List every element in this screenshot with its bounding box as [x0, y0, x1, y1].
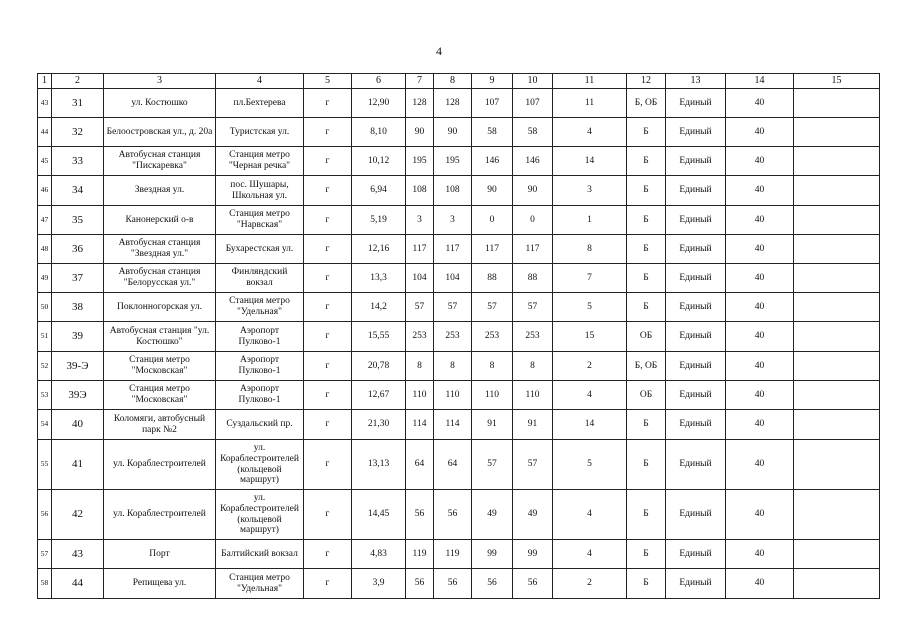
col14-cell: 40 — [726, 381, 794, 410]
route-length-cell: 10,12 — [352, 147, 406, 176]
col11-cell: 3 — [553, 176, 627, 206]
col7-cell: 117 — [406, 235, 434, 264]
route-number-cell: 34 — [52, 176, 104, 206]
col9-cell: 57 — [472, 440, 513, 490]
tariff-cell: Единый — [666, 540, 726, 569]
col10-cell: 117 — [513, 235, 553, 264]
route-type-cell: г — [304, 490, 352, 540]
col9-cell: 99 — [472, 540, 513, 569]
route-number-cell: 44 — [52, 569, 104, 599]
col8-cell: 117 — [434, 235, 472, 264]
col9-cell: 56 — [472, 569, 513, 599]
col14-cell: 40 — [726, 118, 794, 147]
col11-cell: 7 — [553, 264, 627, 293]
route-length-cell: 13,3 — [352, 264, 406, 293]
route-length-cell: 12,67 — [352, 381, 406, 410]
table-row — [38, 410, 880, 440]
table-row — [38, 235, 880, 264]
route-length-cell: 15,55 — [352, 322, 406, 352]
col9-cell: 49 — [472, 490, 513, 540]
header-cell: 3 — [104, 74, 216, 89]
col9-cell: 0 — [472, 206, 513, 235]
tariff-cell: Единый — [666, 569, 726, 599]
tariff-cell: Единый — [666, 118, 726, 147]
header-cell: 8 — [434, 74, 472, 89]
vehicle-class-cell: ОБ — [627, 322, 666, 352]
col11-cell: 2 — [553, 352, 627, 381]
col7-cell: 108 — [406, 176, 434, 206]
header-cell: 1 — [38, 74, 52, 89]
start-point-cell: Коломяги, автобусный парк №2 — [104, 410, 216, 440]
col10-cell: 88 — [513, 264, 553, 293]
route-length-cell: 21,30 — [352, 410, 406, 440]
col9-cell: 8 — [472, 352, 513, 381]
col15-cell — [794, 118, 880, 147]
col9-cell: 88 — [472, 264, 513, 293]
col8-cell: 104 — [434, 264, 472, 293]
route-length-cell: 13,13 — [352, 440, 406, 490]
col10-cell: 107 — [513, 89, 553, 118]
col11-cell: 2 — [553, 569, 627, 599]
col15-cell — [794, 89, 880, 118]
vehicle-class-cell: Б — [627, 293, 666, 322]
table-row — [38, 381, 880, 410]
col15-cell — [794, 147, 880, 176]
row-number-cell: 48 — [38, 235, 52, 264]
route-type-cell: г — [304, 540, 352, 569]
col11-cell: 15 — [553, 322, 627, 352]
col7-cell: 90 — [406, 118, 434, 147]
col14-cell: 40 — [726, 410, 794, 440]
col7-cell: 195 — [406, 147, 434, 176]
header-cell: 13 — [666, 74, 726, 89]
start-point-cell: Станция метро "Московская" — [104, 381, 216, 410]
route-number-cell: 31 — [52, 89, 104, 118]
col7-cell: 3 — [406, 206, 434, 235]
header-cell: 11 — [553, 74, 627, 89]
tariff-cell: Единый — [666, 293, 726, 322]
col8-cell: 56 — [434, 569, 472, 599]
table-row — [38, 206, 880, 235]
start-point-cell: Поклонногорская ул. — [104, 293, 216, 322]
col9-cell: 253 — [472, 322, 513, 352]
col15-cell — [794, 206, 880, 235]
row-number-cell: 45 — [38, 147, 52, 176]
vehicle-class-cell: ОБ — [627, 381, 666, 410]
table-row — [38, 176, 880, 206]
col9-cell: 91 — [472, 410, 513, 440]
tariff-cell: Единый — [666, 89, 726, 118]
end-point-cell: Станция метро "Нарвская" — [216, 206, 304, 235]
col10-cell: 99 — [513, 540, 553, 569]
col15-cell — [794, 490, 880, 540]
route-length-cell: 14,2 — [352, 293, 406, 322]
row-number-cell: 53 — [38, 381, 52, 410]
route-length-cell: 8,10 — [352, 118, 406, 147]
row-number-cell: 44 — [38, 118, 52, 147]
route-number-cell: 43 — [52, 540, 104, 569]
start-point-cell: Звездная ул. — [104, 176, 216, 206]
col8-cell: 128 — [434, 89, 472, 118]
route-length-cell: 12,16 — [352, 235, 406, 264]
tariff-cell: Единый — [666, 490, 726, 540]
col11-cell: 5 — [553, 293, 627, 322]
col14-cell: 40 — [726, 206, 794, 235]
col10-cell: 57 — [513, 293, 553, 322]
vehicle-class-cell: Б — [627, 440, 666, 490]
col8-cell: 90 — [434, 118, 472, 147]
end-point-cell: пос. Шушары, Школьная ул. — [216, 176, 304, 206]
col9-cell: 110 — [472, 381, 513, 410]
col14-cell: 40 — [726, 293, 794, 322]
vehicle-class-cell: Б — [627, 569, 666, 599]
col15-cell — [794, 293, 880, 322]
col11-cell: 14 — [553, 410, 627, 440]
end-point-cell: Станция метро "Удельная" — [216, 569, 304, 599]
col14-cell: 40 — [726, 540, 794, 569]
tariff-cell: Единый — [666, 381, 726, 410]
end-point-cell: Аэропорт Пулково-1 — [216, 322, 304, 352]
col8-cell: 8 — [434, 352, 472, 381]
vehicle-class-cell: Б — [627, 176, 666, 206]
col10-cell: 49 — [513, 490, 553, 540]
col11-cell: 4 — [553, 490, 627, 540]
vehicle-class-cell: Б — [627, 147, 666, 176]
col9-cell: 146 — [472, 147, 513, 176]
vehicle-class-cell: Б — [627, 490, 666, 540]
end-point-cell: Суздальский пр. — [216, 410, 304, 440]
start-point-cell: Порт — [104, 540, 216, 569]
header-cell: 12 — [627, 74, 666, 89]
row-number-cell: 49 — [38, 264, 52, 293]
start-point-cell: Репищева ул. — [104, 569, 216, 599]
table-row — [38, 264, 880, 293]
header-cell: 15 — [794, 74, 880, 89]
col14-cell: 40 — [726, 235, 794, 264]
row-number-cell: 46 — [38, 176, 52, 206]
col8-cell: 114 — [434, 410, 472, 440]
col10-cell: 56 — [513, 569, 553, 599]
header-cell: 7 — [406, 74, 434, 89]
col11-cell: 4 — [553, 540, 627, 569]
table-row — [38, 322, 880, 352]
col14-cell: 40 — [726, 89, 794, 118]
col11-cell: 1 — [553, 206, 627, 235]
start-point-cell: Автобусная станция "Пискаревка" — [104, 147, 216, 176]
col11-cell: 4 — [553, 118, 627, 147]
col15-cell — [794, 540, 880, 569]
tariff-cell: Единый — [666, 440, 726, 490]
table-row — [38, 440, 880, 490]
header-cell: 2 — [52, 74, 104, 89]
route-type-cell: г — [304, 118, 352, 147]
table-row — [38, 293, 880, 322]
route-length-cell: 3,9 — [352, 569, 406, 599]
col8-cell: 110 — [434, 381, 472, 410]
route-type-cell: г — [304, 293, 352, 322]
col8-cell: 108 — [434, 176, 472, 206]
col11-cell: 8 — [553, 235, 627, 264]
route-type-cell: г — [304, 206, 352, 235]
col14-cell: 40 — [726, 569, 794, 599]
page-number: 4 — [436, 44, 442, 58]
route-type-cell: г — [304, 235, 352, 264]
header-row — [38, 74, 880, 89]
start-point-cell: ул. Кораблестроителей — [104, 440, 216, 490]
col7-cell: 104 — [406, 264, 434, 293]
route-type-cell: г — [304, 147, 352, 176]
col9-cell: 90 — [472, 176, 513, 206]
vehicle-class-cell: Б — [627, 206, 666, 235]
col11-cell: 4 — [553, 381, 627, 410]
row-number-cell: 54 — [38, 410, 52, 440]
col8-cell: 253 — [434, 322, 472, 352]
route-number-cell: 33 — [52, 147, 104, 176]
col14-cell: 40 — [726, 322, 794, 352]
end-point-cell: Станция метро "Удельная" — [216, 293, 304, 322]
tariff-cell: Единый — [666, 322, 726, 352]
row-number-cell: 47 — [38, 206, 52, 235]
vehicle-class-cell: Б — [627, 264, 666, 293]
table-row — [38, 89, 880, 118]
end-point-cell: Финляндский вокзал — [216, 264, 304, 293]
table-row — [38, 540, 880, 569]
col8-cell: 119 — [434, 540, 472, 569]
header-cell: 9 — [472, 74, 513, 89]
route-number-cell: 39 — [52, 322, 104, 352]
end-point-cell: Аэропорт Пулково-1 — [216, 352, 304, 381]
row-number-cell: 43 — [38, 89, 52, 118]
col10-cell: 91 — [513, 410, 553, 440]
end-point-cell: Станция метро "Черная речка" — [216, 147, 304, 176]
vehicle-class-cell: Б — [627, 540, 666, 569]
table-row — [38, 147, 880, 176]
col7-cell: 56 — [406, 569, 434, 599]
col10-cell: 0 — [513, 206, 553, 235]
col7-cell: 128 — [406, 89, 434, 118]
col8-cell: 64 — [434, 440, 472, 490]
col15-cell — [794, 381, 880, 410]
col10-cell: 90 — [513, 176, 553, 206]
route-length-cell: 12,90 — [352, 89, 406, 118]
vehicle-class-cell: Б — [627, 235, 666, 264]
col10-cell: 146 — [513, 147, 553, 176]
col15-cell — [794, 569, 880, 599]
routes-table — [37, 73, 880, 599]
table-row — [38, 352, 880, 381]
row-number-cell: 58 — [38, 569, 52, 599]
col11-cell: 5 — [553, 440, 627, 490]
col15-cell — [794, 440, 880, 490]
route-type-cell: г — [304, 569, 352, 599]
col7-cell: 114 — [406, 410, 434, 440]
tariff-cell: Единый — [666, 352, 726, 381]
start-point-cell: Канонерский о-в — [104, 206, 216, 235]
row-number-cell: 57 — [38, 540, 52, 569]
end-point-cell: пл.Бехтерева — [216, 89, 304, 118]
table-row — [38, 569, 880, 599]
route-type-cell: г — [304, 352, 352, 381]
col9-cell: 58 — [472, 118, 513, 147]
end-point-cell: ул. Кораблестроителей (кольцевой маршрут) — [216, 440, 304, 490]
col7-cell: 56 — [406, 490, 434, 540]
route-number-cell: 35 — [52, 206, 104, 235]
col7-cell: 8 — [406, 352, 434, 381]
route-length-cell: 14,45 — [352, 490, 406, 540]
route-number-cell: 38 — [52, 293, 104, 322]
col7-cell: 57 — [406, 293, 434, 322]
header-cell: 4 — [216, 74, 304, 89]
header-cell: 6 — [352, 74, 406, 89]
table-body — [38, 74, 880, 599]
header-cell: 10 — [513, 74, 553, 89]
start-point-cell: ул. Костюшко — [104, 89, 216, 118]
route-number-cell: 37 — [52, 264, 104, 293]
tariff-cell: Единый — [666, 410, 726, 440]
header-cell: 14 — [726, 74, 794, 89]
col15-cell — [794, 322, 880, 352]
table-row — [38, 490, 880, 540]
route-number-cell: 41 — [52, 440, 104, 490]
end-point-cell: Туристская ул. — [216, 118, 304, 147]
col9-cell: 117 — [472, 235, 513, 264]
col11-cell: 14 — [553, 147, 627, 176]
col14-cell: 40 — [726, 490, 794, 540]
col15-cell — [794, 176, 880, 206]
route-number-cell: 39Э — [52, 381, 104, 410]
col10-cell: 253 — [513, 322, 553, 352]
row-number-cell: 52 — [38, 352, 52, 381]
route-length-cell: 20,78 — [352, 352, 406, 381]
route-type-cell: г — [304, 410, 352, 440]
start-point-cell: Автобусная станция "Звездная ул." — [104, 235, 216, 264]
start-point-cell: Белоостровская ул., д. 20а — [104, 118, 216, 147]
end-point-cell: Аэропорт Пулково-1 — [216, 381, 304, 410]
col14-cell: 40 — [726, 176, 794, 206]
col14-cell: 40 — [726, 352, 794, 381]
vehicle-class-cell: Б, ОБ — [627, 352, 666, 381]
col15-cell — [794, 235, 880, 264]
col10-cell: 58 — [513, 118, 553, 147]
col8-cell: 56 — [434, 490, 472, 540]
vehicle-class-cell: Б — [627, 118, 666, 147]
col14-cell: 40 — [726, 440, 794, 490]
route-type-cell: г — [304, 322, 352, 352]
start-point-cell: Станция метро "Московская" — [104, 352, 216, 381]
col8-cell: 195 — [434, 147, 472, 176]
col15-cell — [794, 410, 880, 440]
col15-cell — [794, 352, 880, 381]
col7-cell: 64 — [406, 440, 434, 490]
row-number-cell: 55 — [38, 440, 52, 490]
vehicle-class-cell: Б — [627, 410, 666, 440]
table-row — [38, 118, 880, 147]
col7-cell: 110 — [406, 381, 434, 410]
tariff-cell: Единый — [666, 147, 726, 176]
col14-cell: 40 — [726, 147, 794, 176]
tariff-cell: Единый — [666, 206, 726, 235]
route-type-cell: г — [304, 264, 352, 293]
route-number-cell: 32 — [52, 118, 104, 147]
tariff-cell: Единый — [666, 235, 726, 264]
start-point-cell: Автобусная станция "Белорусская ул." — [104, 264, 216, 293]
tariff-cell: Единый — [666, 176, 726, 206]
row-number-cell: 50 — [38, 293, 52, 322]
route-number-cell: 39-Э — [52, 352, 104, 381]
row-number-cell: 56 — [38, 490, 52, 540]
route-length-cell: 5,19 — [352, 206, 406, 235]
start-point-cell: ул. Кораблестроителей — [104, 490, 216, 540]
route-length-cell: 6,94 — [352, 176, 406, 206]
col9-cell: 107 — [472, 89, 513, 118]
route-type-cell: г — [304, 176, 352, 206]
col10-cell: 110 — [513, 381, 553, 410]
vehicle-class-cell: Б, ОБ — [627, 89, 666, 118]
tariff-cell: Единый — [666, 264, 726, 293]
header-cell: 5 — [304, 74, 352, 89]
col8-cell: 57 — [434, 293, 472, 322]
route-number-cell: 36 — [52, 235, 104, 264]
col9-cell: 57 — [472, 293, 513, 322]
route-number-cell: 40 — [52, 410, 104, 440]
end-point-cell: Балтийский вокзал — [216, 540, 304, 569]
col14-cell: 40 — [726, 264, 794, 293]
col7-cell: 253 — [406, 322, 434, 352]
route-number-cell: 42 — [52, 490, 104, 540]
route-type-cell: г — [304, 381, 352, 410]
col10-cell: 57 — [513, 440, 553, 490]
start-point-cell: Автобусная станция "ул. Костюшко" — [104, 322, 216, 352]
col7-cell: 119 — [406, 540, 434, 569]
route-type-cell: г — [304, 440, 352, 490]
col10-cell: 8 — [513, 352, 553, 381]
col8-cell: 3 — [434, 206, 472, 235]
end-point-cell: ул. Кораблестроителей (кольцевой маршрут) — [216, 490, 304, 540]
end-point-cell: Бухарестская ул. — [216, 235, 304, 264]
route-type-cell: г — [304, 89, 352, 118]
row-number-cell: 51 — [38, 322, 52, 352]
route-length-cell: 4,83 — [352, 540, 406, 569]
col15-cell — [794, 264, 880, 293]
col11-cell: 11 — [553, 89, 627, 118]
